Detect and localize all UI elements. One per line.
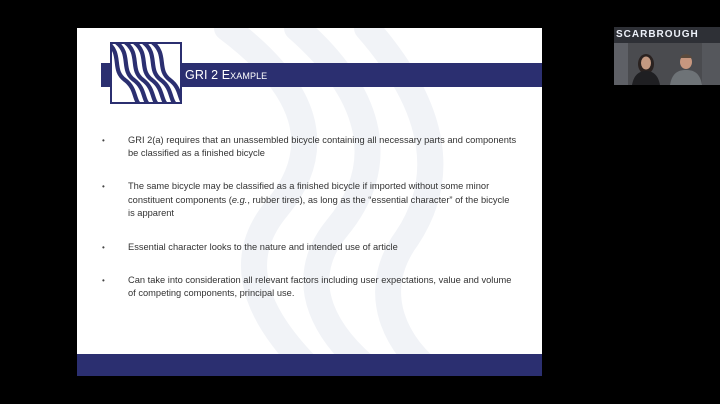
presentation-slide [77,28,542,376]
bullet-icon: • [102,136,105,145]
bullet-text-pre: The same bicycle may be classified as a finished bicycle if imported without some minor constituent components ( [128,181,490,205]
bullet-item [97,180,517,220]
wave-logo-icon [112,44,180,102]
bullet-text: Essential character looks to the nature and intended use of article [128,242,398,253]
bullet-text: Can take into consideration all relevant factors including user expectations, value and volume of competing components, principal use. [128,275,512,299]
slide-title-smallcaps: xample [230,68,268,82]
scarbrough-logo [110,42,182,104]
bullet-text: GRI 2(a) requires that an unassembled bicycle containing all necessary parts and components be classified as a finished bicycle [128,135,517,159]
bullet-item [97,134,517,160]
bullet-item [97,241,517,254]
bullet-item [97,274,517,300]
bullet-icon: • [102,243,105,253]
slide-title [185,65,267,85]
footer-bar [77,354,542,376]
bullet-icon: • [102,276,105,286]
bullet-text-em: e.g. [231,194,248,205]
webcam-brand-text: SCARBROUGH [616,29,699,40]
bullet-icon: • [102,182,105,192]
bullet-list [97,134,517,321]
slide-title-main: GRI 2 E [185,68,231,82]
bullet-text-post: , rubber tires), as long as the “essential character” of the bicycle is apparent [128,194,510,218]
